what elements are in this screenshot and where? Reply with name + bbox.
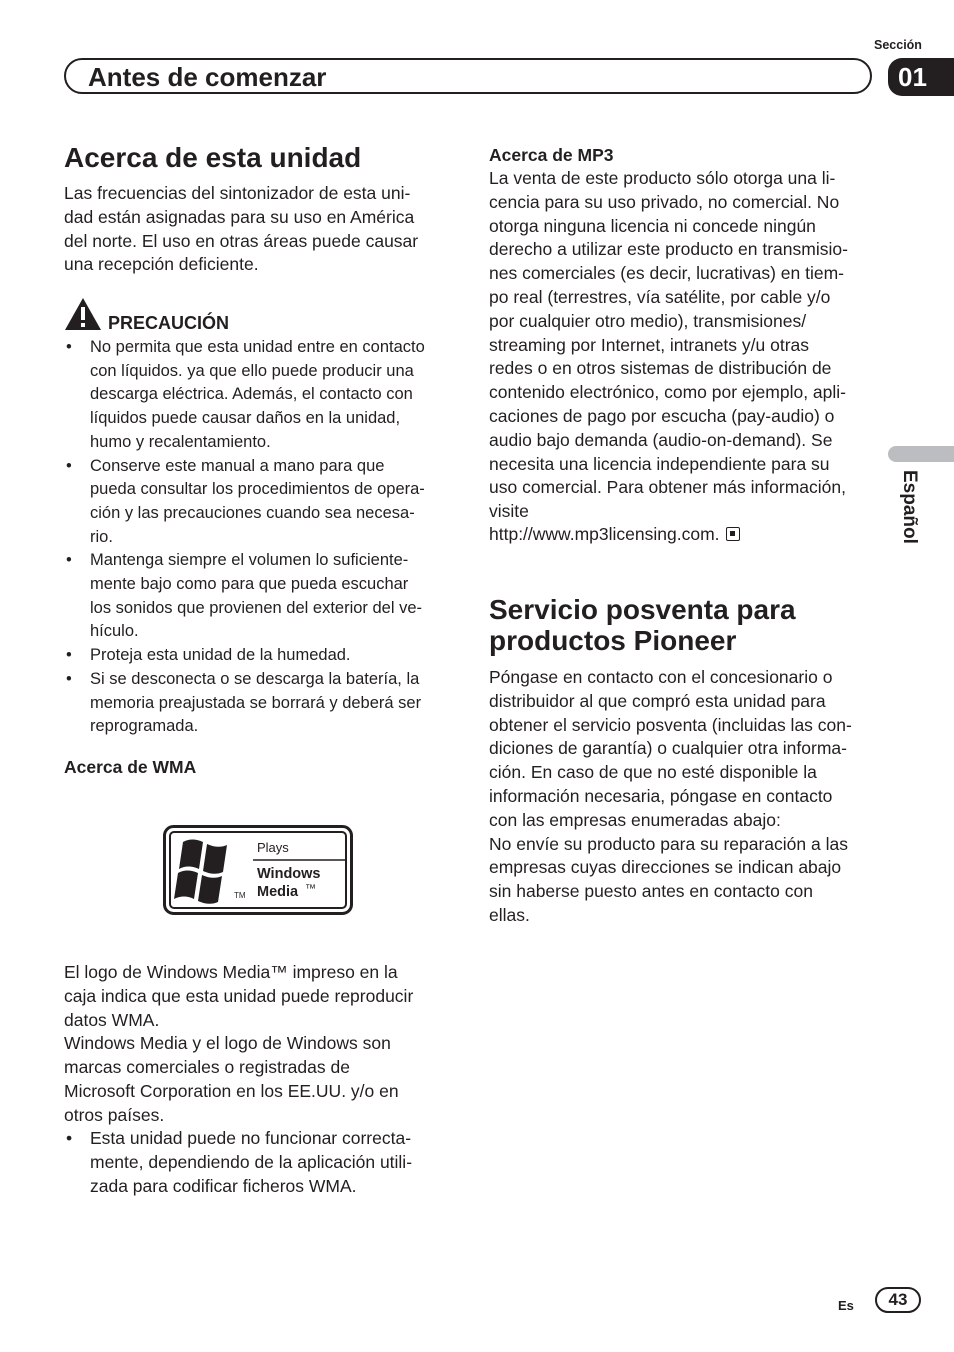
text-line: • Si se desconecta o se descarga la batería, la xyxy=(90,669,420,688)
text-line: reprogramada. xyxy=(90,717,199,736)
text-line: • Mantenga siempre el volumen lo suficiente- xyxy=(90,551,409,570)
list-item xyxy=(64,1127,454,1198)
text-line: audio bajo demanda (audio-on-demand). Se xyxy=(489,429,833,450)
text-line: Windows Media y el logo de Windows son xyxy=(64,1033,391,1054)
logo-tm-mark: ™ xyxy=(305,883,316,895)
text-line: ción. En caso de que no esté disponible la xyxy=(489,762,817,783)
header-bar xyxy=(64,58,872,94)
text-line: empresas cuyas direcciones se indican abajo xyxy=(489,857,842,878)
text-line: una recepción deficiente. xyxy=(64,254,259,275)
list-item xyxy=(64,549,454,644)
text-line: otros países. xyxy=(64,1104,165,1125)
text-line: Microsoft Corporation en los EE.UU. y/o en xyxy=(64,1080,399,1101)
list-item xyxy=(64,644,454,668)
text-line: redes o en otros sistemas de distribución de xyxy=(489,358,832,379)
caution-list xyxy=(64,336,454,739)
logo-media-text: Media xyxy=(257,884,299,900)
wma-heading: Acerca de WMA xyxy=(64,757,197,777)
text-line: dad están asignadas para su uso en América xyxy=(64,206,415,227)
text-line: No envíe su producto para su reparación a las xyxy=(489,833,848,854)
mp3-heading: Acerca de MP3 xyxy=(489,145,614,165)
text-line: nes comerciales (es decir, lucrativas) en tiem- xyxy=(489,263,844,284)
mp3-licensing-link[interactable]: http://www.mp3licensing.com. xyxy=(489,524,720,544)
page-number-badge: 43 xyxy=(875,1287,921,1313)
text-line: ción y las precauciones cuando sea necesa- xyxy=(90,503,415,522)
list-item xyxy=(64,336,454,455)
language-tab-label: Español xyxy=(899,470,920,544)
text-line: derecho a utilizar este producto en transmisio- xyxy=(489,239,848,260)
text-line: marcas comerciales o registradas de xyxy=(64,1057,350,1078)
logo-tm-small: TM xyxy=(234,891,246,900)
text-line: diciones de garantía) o cualquier otra informa- xyxy=(489,738,847,759)
text-line: mente bajo como para que pueda escuchar xyxy=(90,575,409,594)
logo-windows-text: Windows xyxy=(257,866,321,882)
text-line: • Proteja esta unidad de la humedad. xyxy=(90,646,351,665)
footer-language-code: Es xyxy=(838,1298,854,1313)
text-line: distribuidor al que compró esta unidad para xyxy=(489,690,826,711)
list-item xyxy=(64,455,454,550)
text-line: rio. xyxy=(90,527,113,546)
text-line: streaming por Internet, intranets y/u otras xyxy=(489,334,810,355)
text-line: cencia para su uso privado, no comercial. No xyxy=(489,191,840,212)
section-number-badge: 01 xyxy=(888,58,954,96)
windows-media-logo xyxy=(163,825,353,915)
text-line: El logo de Windows Media™ impreso en la xyxy=(64,962,398,982)
text-line: ellas. xyxy=(489,904,530,925)
text-line: datos WMA. xyxy=(64,1009,160,1030)
list-item xyxy=(64,668,454,739)
text-line: líquidos puede causar daños en la unidad, xyxy=(90,409,401,428)
text-line: • Esta unidad puede no funcionar correcta- xyxy=(90,1128,412,1148)
warning-triangle-icon xyxy=(64,297,102,331)
text-line: Las frecuencias del sintonizador de esta uni- xyxy=(64,183,411,203)
mp3-paragraph xyxy=(489,167,879,524)
intro-paragraph xyxy=(64,182,454,277)
wma-note-list xyxy=(64,1127,454,1198)
text-line: Póngase en contacto con el concesionario o xyxy=(489,667,833,687)
text-line: con las empresas enumeradas abajo: xyxy=(489,809,781,830)
text-line: con líquidos. ya que ello puede producir una xyxy=(90,361,414,380)
text-line: contenido electrónico, como por ejemplo, apli- xyxy=(489,382,846,403)
text-line: uso comercial. Para obtener más información, xyxy=(489,477,846,498)
text-line: por cualquier otro medio), transmisiones/ xyxy=(489,310,807,331)
text-line: caciones de pago por escucha (pay-audio) o xyxy=(489,405,835,426)
text-line: humo y recalentamiento. xyxy=(90,432,271,451)
text-line: obtener el servicio posventa (incluidas las con- xyxy=(489,714,852,735)
text-line: sin haberse puesto antes en contacto con xyxy=(489,881,813,902)
text-line: información necesaria, póngase en contacto xyxy=(489,785,833,806)
text-line: mente, dependiendo de la aplicación utili- xyxy=(90,1151,413,1172)
language-tab-marker xyxy=(888,446,954,462)
wma-paragraph xyxy=(64,961,454,1128)
logo-plays-text: Plays xyxy=(257,840,289,855)
heading-servicio-posventa xyxy=(489,594,909,656)
page-title: Antes de comenzar xyxy=(88,62,327,92)
text-line: hículo. xyxy=(90,622,139,641)
text-line: po real (terrestres, vía satélite, por cable y/o xyxy=(489,286,831,307)
text-line: zada para codificar ficheros WMA. xyxy=(90,1175,357,1196)
text-line: caja indica que esta unidad puede reproducir xyxy=(64,985,414,1006)
text-line: necesita una licencia independiente para su xyxy=(489,453,830,474)
mp3-url-line xyxy=(489,523,879,547)
heading-acerca-unidad: Acerca de esta unidad xyxy=(64,142,362,173)
text-line: los sonidos que provienen del exterior del ve- xyxy=(90,598,423,617)
text-line: pueda consultar los procedimientos de opera- xyxy=(90,480,425,499)
text-line: otorga ninguna licencia ni concede ningún xyxy=(489,215,816,236)
text-line: memoria preajustada se borrará y deberá ser xyxy=(90,693,422,712)
end-of-section-icon xyxy=(726,527,740,541)
text-line: descarga eléctrica. Además, el contacto con xyxy=(90,385,413,404)
service-paragraph xyxy=(489,666,879,928)
text-line: • No permita que esta unidad entre en contacto xyxy=(90,338,425,356)
text-line: del norte. El uso en otras áreas puede causar xyxy=(64,230,419,251)
heading-line: productos Pioneer xyxy=(489,625,737,656)
heading-line: Servicio posventa para xyxy=(489,594,796,625)
caution-heading: PRECAUCIÓN xyxy=(108,313,230,333)
text-line: visite xyxy=(489,501,529,522)
text-line: La venta de este producto sólo otorga una li- xyxy=(489,168,836,188)
text-line: • Conserve este manual a mano para que xyxy=(90,456,385,475)
section-label: Sección xyxy=(874,38,922,52)
